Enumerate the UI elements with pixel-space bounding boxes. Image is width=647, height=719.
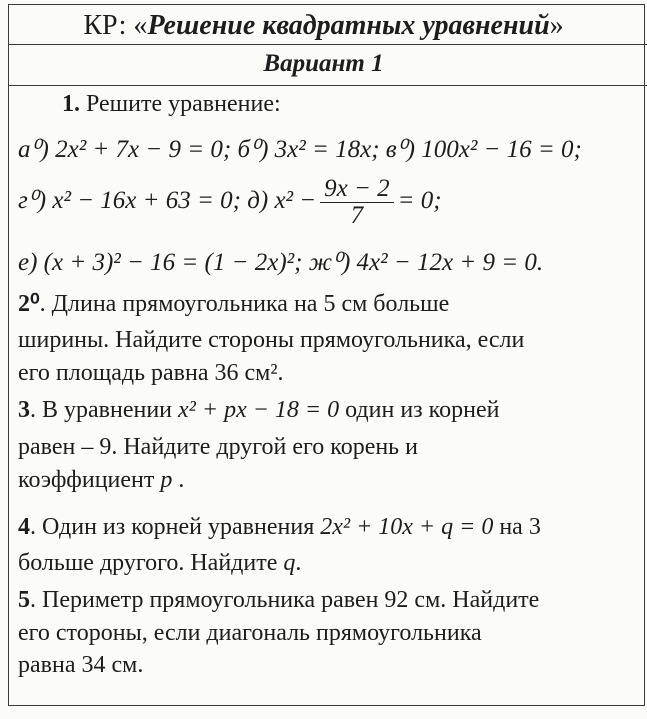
- worksheet-title: [0, 10, 647, 42]
- problem-text: .: [172, 467, 185, 493]
- title-divider: [8, 44, 647, 45]
- title-text: Решение квадратных уравнений: [147, 10, 550, 41]
- problem-text: . Длина прямоугольника на 5 см больше: [39, 291, 450, 317]
- variant-divider: [8, 85, 647, 86]
- title-suffix: »: [549, 10, 564, 41]
- problem-text: . Периметр прямоугольника равен 92 см. Найдите: [30, 587, 540, 613]
- problem-number: 1.: [62, 91, 80, 117]
- problem-4-line-2: [18, 549, 301, 577]
- problem-text: один из корней: [339, 397, 500, 423]
- variant-label: Вариант 1: [263, 50, 384, 77]
- problem-number: 2⁰: [18, 291, 40, 317]
- problem-5-line-3: равна 34 см.: [18, 652, 144, 678]
- problem-1-equations-g: [18, 176, 442, 229]
- problem-2-line-3: его площадь равна 36 см².: [18, 360, 284, 386]
- problem-text: Решите уравнение:: [80, 91, 281, 117]
- problem-1-heading: [62, 90, 281, 118]
- problem-text: коэффициент: [18, 467, 161, 493]
- problem-4-line-1: [18, 513, 541, 541]
- problem-text: больше другого. Найдите: [18, 550, 284, 576]
- problem-text: на 3: [493, 514, 541, 540]
- problem-3-line-3: [18, 466, 184, 494]
- problem-text: . Один из корней уравнения: [30, 514, 321, 540]
- problem-2-line-2: ширины. Найдите стороны прямоугольника, если: [18, 327, 525, 353]
- equation-d-end: = 0;: [397, 187, 442, 215]
- title-prefix: КР: «: [83, 10, 148, 41]
- fraction-numerator: 9x − 2: [320, 176, 393, 203]
- fraction-denominator: 7: [350, 202, 364, 229]
- fraction: [320, 176, 393, 229]
- problem-number: 4: [18, 514, 30, 540]
- equation: 2x² + 10x + q = 0: [320, 514, 494, 540]
- problem-3-line-2: равен – 9. Найдите другой его корень и: [18, 434, 418, 460]
- problem-3-line-1: [18, 396, 499, 424]
- variable-p: p: [160, 467, 173, 493]
- problem-2-line-1: [18, 290, 449, 318]
- problem-text: . В уравнении: [30, 397, 179, 423]
- problem-number: 3: [18, 397, 30, 423]
- variable-q: q: [283, 550, 296, 576]
- equation: x² + px − 18 = 0: [178, 397, 340, 423]
- problem-1-equations-a: а⁰) 2x² + 7x − 9 = 0; б⁰) 3x² = 18x; в⁰) 100x² − 16 = 0;: [18, 136, 582, 163]
- problem-5-line-1: [18, 586, 539, 614]
- problem-number: 5: [18, 587, 30, 613]
- problem-5-line-2: его стороны, если диагональ прямоугольника: [18, 620, 482, 646]
- equation-g: г⁰) x² − 16x + 63 = 0; д) x² −: [18, 187, 317, 215]
- problem-1-equations-e: е) (x + 3)² − 16 = (1 − 2x)²; ж⁰) 4x² − 12x + 9 = 0.: [18, 249, 544, 276]
- problem-text: .: [295, 550, 302, 576]
